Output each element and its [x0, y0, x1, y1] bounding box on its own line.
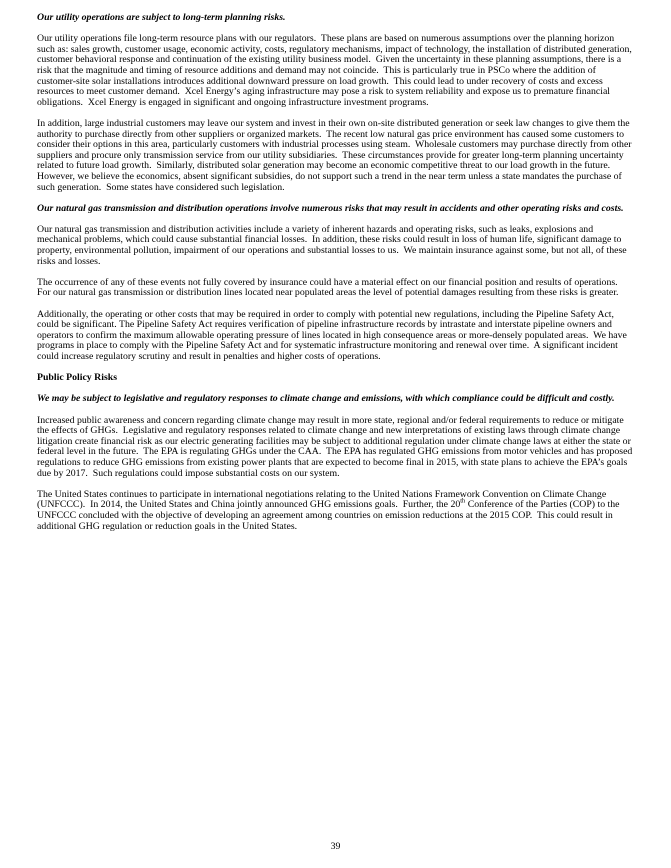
body-paragraph: Our utility operations file long-term resource plans with our regulators. These plans are based on numerous assumptions over the planning horizon such as: sales growth, customer usage, economic activity, costs, regulatory mechanisms, impact of technology, the installation of distributed generation, customer behavioral response and continuation of the existing utility business model. Given the uncertainty in these planning assumptions, there is a risk that the magnitude and timing of resource additions and demand may not coincide. This is particularly true in PSCo where the addition of customer-site solar installations introduces additional downward pressure on load growth. This could lead to under recovery of costs and excess resources to meet customer demand. Xcel Energy’s aging infrastructure may pose a risk to system reliability and expose us to premature financial obligations. Xcel Energy is engaged in significant and ongoing infrastructure investment programs. — [37, 33, 635, 108]
body-paragraph: The occurrence of any of these events not fully covered by insurance could have a material effect on our financial position and results of operations. For our natural gas transmission or distribution lines located near populated areas the level of potential damages resulting from these risks is greater. — [37, 276, 623, 299]
section-heading: Our natural gas transmission and distribution operations involve numerous risks that may result in accidents and other operating risks and costs. — [37, 202, 624, 214]
body-paragraph: Additionally, the operating or other costs that may be required in order to comply with potential new regulations, including the Pipeline Safety Act, could be significant. The Pipeline Safety Act requires verification of pipeline infrastructure records by intrastate and interstate pipeline owners and operators to confirm the maximum allowable operating pressure of lines located in high consequence areas or more-densely populated areas. We have programs in place to comply with the Pipeline Safety Act and for systematic infrastructure monitoring and renewal over time. A significant incident could increase regulatory scrutiny and result in penalties and higher costs of operations. — [37, 308, 630, 362]
page-number: 39 — [330, 841, 341, 852]
body-paragraph: Increased public awareness and concern regarding climate change may result in more state, regional and/or federal requirements to reduce or mitigate the effects of GHGs. Legislative and regulatory responses related to climate change and new interpretations of existing laws through climate change litigation create financial risk as our electric generating facilities may be subject to additional regulation under climate change laws at either the state or federal level in the future. The EPA is regulating GHGs under the CAA. The EPA has regulated GHG emissions from motor vehicles and has proposed regulations to reduce GHG emissions from existing power plants that are expected to become final in 2015, with state plans to achieve the EPA’s goals due by 2017. Such regulations could impose substantial costs on our system. — [37, 414, 635, 479]
section-heading: Our utility operations are subject to long-term planning risks. — [37, 12, 286, 23]
superscript-ordinal: th — [460, 498, 466, 506]
body-paragraph: Our natural gas transmission and distribution activities include a variety of inherent hazards and operating risks, such as leaks, explosions and mechanical problems, which could cause substantial financial losses. In addition, these risks could result in loss of human life, significant damage to property, environmental pollution, impairment of our operations and substantial losses to us. We maintain insurance against some, but not all, of these risks and losses. — [37, 223, 630, 267]
body-paragraph: In addition, large industrial customers may leave our system and invest in their own on-site distributed generation or seek law changes to give them the authority to purchase directly from other suppliers or organized markets. The recent low natural gas price environment has caused some customers to consider their options in this area, particularly customers with industrial processes using steam. Wholesale customers may purchase directly from other suppliers and procure only transmission service from our utility subsidiaries. These circumstances provide for greater long-term planning uncertainty related to future load growth. Similarly, distributed solar generation may become an economic competitive threat to our load growth in the future. However, we believe the economics, absent significant subsidies, do not support such a trend in the near term unless a state mandates the purchase of such generation. Some states have considered such legislation. — [37, 117, 635, 193]
body-paragraph — [37, 490, 634, 532]
paragraph-text: Conference of the Parties (COP) to the UNFCCC concluded with the objective of developing an agreement among countries on emission reductions at the 2015 COP. This could result in additional GHG regulation or reduction goals in the United States. — [37, 499, 622, 532]
section-heading: Public Policy Risks — [37, 372, 118, 384]
paragraph-text: The United States continues to participate in international negotiations relating to the United Nations Framework Convention on Climate Change (UNFCCC). In 2014, the United States and China jointly announced GHG emissions goals. Further, the 20 — [37, 488, 609, 511]
section-heading: We may be subject to legislative and regulatory responses to climate change and emissions, with which compliance could be difficult and costly. — [37, 393, 615, 405]
